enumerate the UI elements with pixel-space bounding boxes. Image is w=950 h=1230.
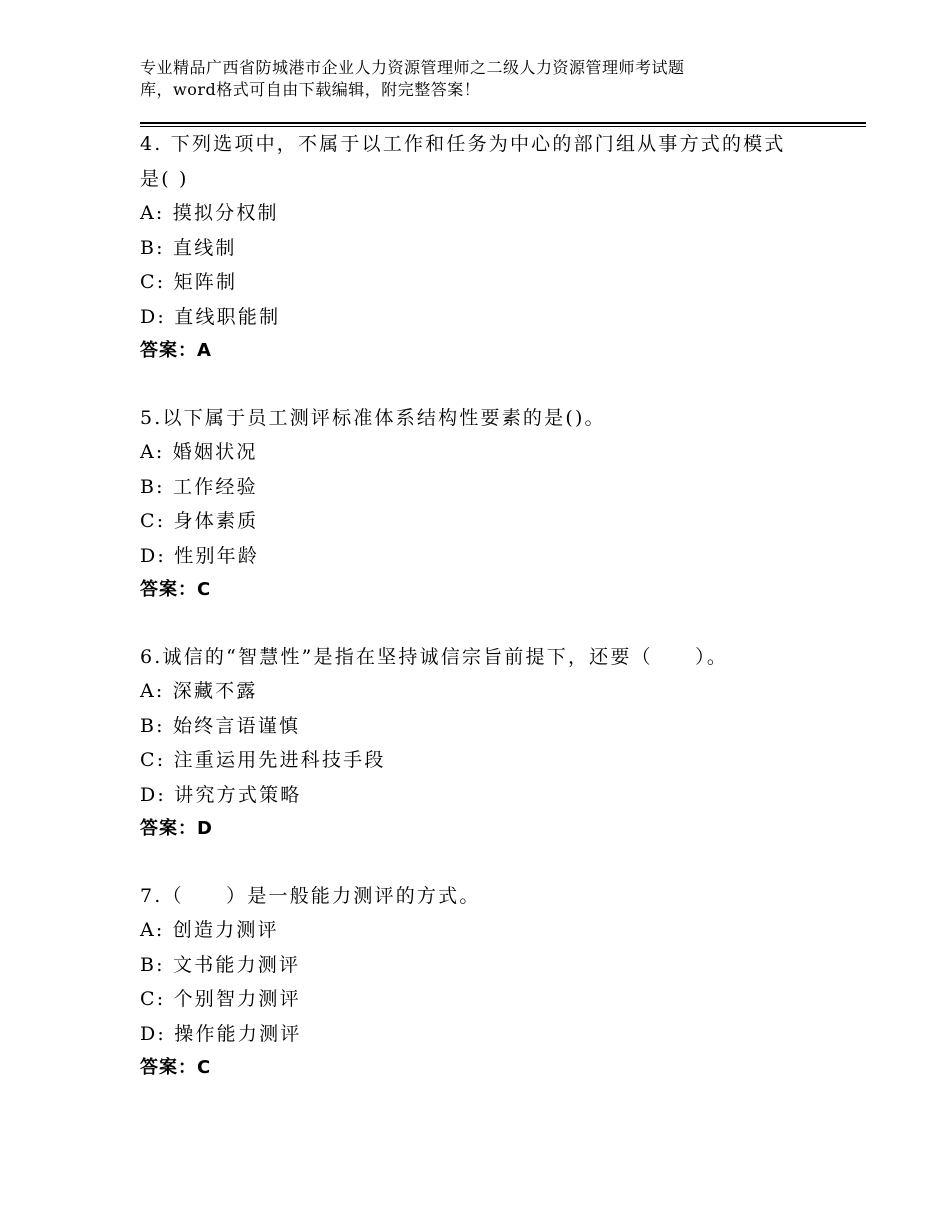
header-title-line-2: 库，word格式可自由下载编辑，附完整答案！ [140, 80, 481, 99]
question-5-option-a: A: 婚姻状况 [140, 441, 258, 463]
question-4-answer: 答案：A [140, 340, 212, 361]
question-7-option-a: A: 创造力测评 [140, 919, 279, 941]
question-5-stem: 5.以下属于员工测评标准体系结构性要素的是()。 [140, 406, 606, 429]
question-4-option-d: D: 直线职能制 [140, 305, 281, 328]
question-gap [140, 847, 840, 879]
question-gap [140, 369, 840, 401]
header-rule-thick [140, 122, 866, 124]
question-6-answer: 答案：D [140, 818, 213, 839]
question-5-answer: 答案：C [140, 579, 212, 600]
question-6-option-c: C: 注重运用先进科技手段 [140, 749, 386, 771]
question-6-option-a: A: 深藏不露 [140, 680, 258, 702]
question-6-option-d: D: 讲究方式策略 [140, 783, 302, 806]
question-7 [140, 879, 840, 1086]
question-6-option-b: B: 始终言语谨慎 [140, 714, 301, 737]
question-5 [140, 401, 840, 608]
question-4 [140, 127, 840, 369]
question-6-stem: 6.诚信的“智慧性”是指在坚持诚信宗旨前提下，还要（ ）。 [140, 645, 729, 668]
question-4-option-a: A: 摸拟分权制 [140, 202, 279, 224]
question-7-option-b: B: 文书能力测评 [140, 953, 301, 976]
question-7-stem: 7.（ ）是一般能力测评的方式。 [140, 884, 481, 907]
question-6 [140, 640, 840, 847]
question-4-stem-line-1: 4. 下列选项中，不属于以工作和任务为中心的部门组从事方式的模式 [140, 133, 786, 155]
question-5-option-b: B: 工作经验 [140, 475, 258, 498]
question-7-option-c: C: 个别智力测评 [140, 988, 301, 1010]
question-4-stem-line-2: 是( ) [140, 167, 189, 190]
question-5-option-c: C: 身体素质 [140, 510, 259, 532]
question-gap [140, 608, 840, 640]
question-7-option-d: D: 操作能力测评 [140, 1022, 302, 1045]
question-5-option-d: D: 性别年龄 [140, 544, 260, 567]
question-4-option-b: B: 直线制 [140, 236, 237, 259]
question-7-answer: 答案：C [140, 1057, 212, 1078]
header-title-line-1: 专业精品广西省防城港市企业人力资源管理师之二级人力资源管理师考试题 [140, 58, 685, 77]
question-list [140, 127, 840, 1086]
question-4-option-c: C: 矩阵制 [140, 271, 238, 293]
document-header [140, 57, 840, 101]
